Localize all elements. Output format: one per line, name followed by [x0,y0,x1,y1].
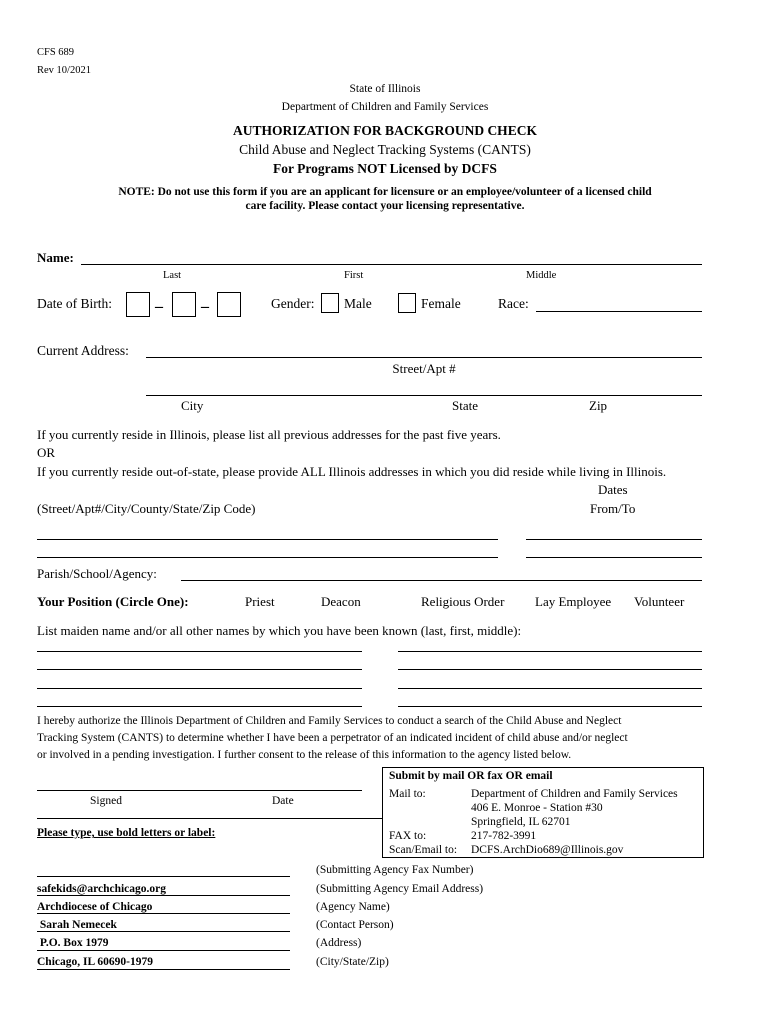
department-heading: Department of Children and Family Services [281,101,489,113]
note-line-2: care facility. Please contact your licensing representative. [245,200,525,212]
position-option-religious-order[interactable]: Religious Order [421,594,505,609]
note-line-1: NOTE: Do not use this form if you are an applicant for licensure or an employee/volunteer of a licensed child [118,186,652,198]
agency-name-line [37,913,290,914]
from-to-header: From/To [590,501,636,516]
position-option-lay-employee[interactable]: Lay Employee [535,594,612,609]
authorization-line-3: or involved in a pending investigation. I further consent to the release of this information to the agency listed below. [37,749,572,761]
first-name-caption: First [344,270,364,281]
agency-city-state-caption: (City/State/Zip) [316,956,389,968]
city-caption: City [181,398,204,413]
previous-address-line[interactable] [37,539,498,540]
submit-box-title: Submit by mail OR fax OR email [389,770,553,782]
gender-label: Gender: [271,296,315,311]
dob-year-box[interactable] [217,292,241,317]
authorization-line-2: Tracking System (CANTS) to determine whether I have been a perpetrator of an indicated incident of child abuse and/or neglect [37,732,628,744]
zip-caption: Zip [589,398,608,413]
revision-date: Rev 10/2021 [37,65,91,76]
scan-email-address[interactable]: DCFS.ArchDio689@Illinois.gov [471,844,624,856]
city-state-zip-input-line[interactable] [146,395,702,396]
position-option-volunteer[interactable]: Volunteer [634,594,685,609]
last-name-caption: Last [163,270,182,281]
other-name-line[interactable] [37,706,362,707]
other-name-line[interactable] [37,669,362,670]
position-option-priest[interactable]: Priest [245,594,275,609]
dates-header: Dates [598,482,628,497]
male-label: Male [344,296,372,311]
middle-name-caption: Middle [526,270,557,281]
mail-address-line-1: Department of Children and Family Services [471,788,678,800]
dob-separator: – [155,298,163,315]
dob-label: Date of Birth: [37,296,112,311]
position-label: Your Position (Circle One): [37,594,189,609]
agency-email-line [37,895,290,896]
form-title: AUTHORIZATION FOR BACKGROUND CHECK [233,123,537,138]
or-text: OR [37,445,56,460]
state-caption: State [452,398,478,413]
agency-fax-caption: (Submitting Agency Fax Number) [316,864,474,876]
male-checkbox[interactable] [321,293,339,313]
name-input-line[interactable] [81,264,702,265]
mail-to-label: Mail to: [389,788,426,800]
previous-dates-line[interactable] [526,557,702,558]
contact-person-value: Sarah Nemecek [37,919,117,931]
previous-address-instruction: If you currently reside in Illinois, please list all previous addresses for the past five years. [37,427,501,442]
other-name-line[interactable] [37,688,362,689]
mail-address-line-2: 406 E. Monroe - Station #30 [471,802,603,814]
current-address-label: Current Address: [37,343,129,358]
form-subtitle: Child Abuse and Neglect Tracking Systems (CANTS) [239,142,531,157]
street-caption: Street/Apt # [392,361,456,376]
state-heading: State of Illinois [349,83,421,95]
agency-city-state-value: Chicago, IL 60690-1979 [37,956,153,968]
female-label: Female [421,296,461,311]
agency-name-caption: (Agency Name) [316,901,390,913]
race-input-line[interactable] [536,311,702,312]
other-name-line[interactable] [398,669,702,670]
female-checkbox[interactable] [398,293,416,313]
other-name-line[interactable] [398,651,702,652]
other-name-line[interactable] [398,688,702,689]
other-name-line[interactable] [398,706,702,707]
other-names-label: List maiden name and/or all other names by which you have been known (last, first, middle): [37,623,522,638]
name-label: Name: [37,250,74,265]
authorization-line-1: I hereby authorize the Illinois Department of Children and Family Services to conduct a search of the Child Abuse and Neglect [37,715,622,727]
agency-instruction: Please type, use bold letters or label: [37,827,216,839]
signed-caption: Signed [90,795,122,807]
agency-address-line [37,950,290,951]
parish-input-line[interactable] [181,580,702,581]
dob-separator: – [201,298,209,315]
race-label: Race: [498,296,529,311]
mail-address-line-3: Springfield, IL 62701 [471,816,571,828]
agency-fax-line[interactable] [37,876,290,877]
street-input-line[interactable] [146,357,702,358]
scan-email-label: Scan/Email to: [389,844,458,856]
out-of-state-instruction: If you currently reside out-of-state, please provide ALL Illinois addresses in which you did reside while living in Illinois. [37,464,667,479]
agency-name-value: Archdiocese of Chicago [37,901,153,913]
previous-dates-line[interactable] [526,539,702,540]
street-column-header: (Street/Apt#/City/County/State/Zip Code) [37,501,256,516]
agency-email-value[interactable]: safekids@archchicago.org [37,883,166,895]
form-number: CFS 689 [37,47,75,58]
position-option-deacon[interactable]: Deacon [321,594,361,609]
previous-address-line[interactable] [37,557,498,558]
dob-month-box[interactable] [126,292,150,317]
signature-line[interactable] [37,790,362,791]
agency-address-value: P.O. Box 1979 [37,937,109,949]
parish-label: Parish/School/Agency: [37,566,157,581]
fax-number: 217-782-3991 [471,830,537,842]
signature-separator [37,818,382,819]
program-note: For Programs NOT Licensed by DCFS [273,161,497,176]
other-name-line[interactable] [37,651,362,652]
contact-person-line [37,931,290,932]
agency-address-caption: (Address) [316,937,362,949]
agency-city-state-line [37,969,290,970]
dob-day-box[interactable] [172,292,196,317]
fax-label: FAX to: [389,830,427,842]
date-caption: Date [272,795,294,807]
contact-person-caption: (Contact Person) [316,919,394,931]
agency-email-caption: (Submitting Agency Email Address) [316,883,484,895]
